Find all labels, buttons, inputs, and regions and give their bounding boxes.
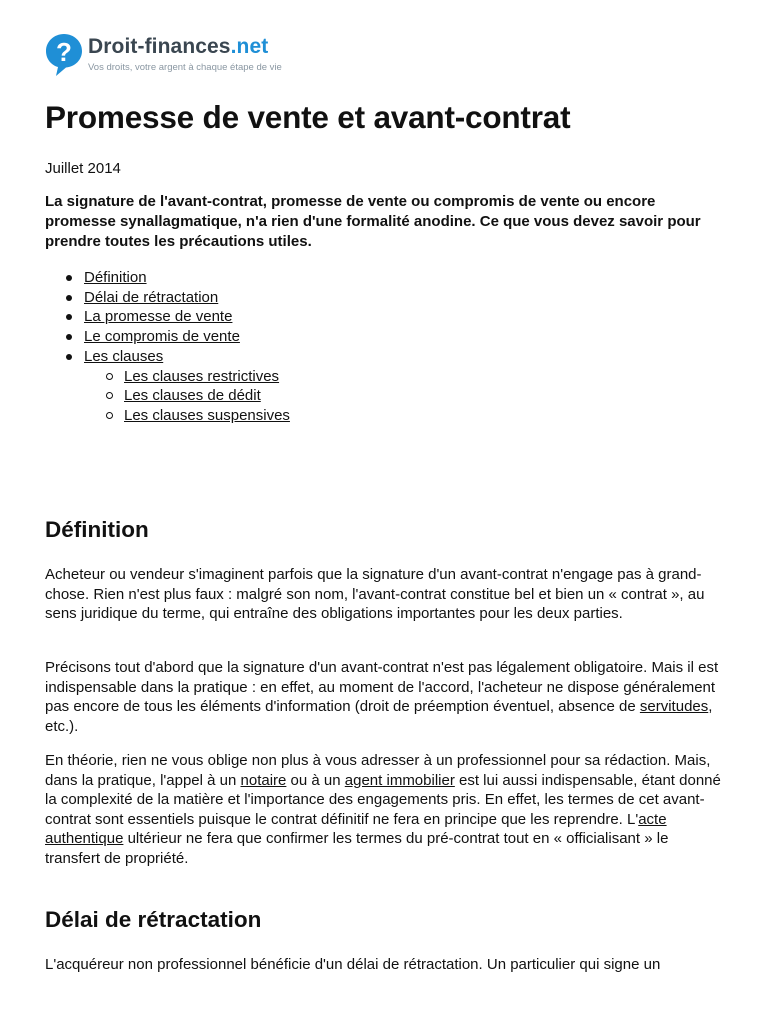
toc-subitem <box>45 386 290 406</box>
section-heading-definition: Définition <box>45 517 149 542</box>
paragraph: Acheteur ou vendeur s'imaginent parfois que la signature d'un avant-contrat n'engage pas à grand-chose. Rien n'est plus faux : malgré son nom, l'avant-contrat constitue bel et bien un « contrat », au sens juridique du terme, qui entraîne des obligations importantes pour les deux parties. <box>45 566 705 623</box>
publication-date: Juillet 2014 <box>45 160 121 177</box>
toc-link-clauses[interactable]: Les clauses <box>84 347 164 365</box>
link-acte-authentique[interactable]: acte authentique <box>45 810 667 848</box>
paragraph: En théorie, rien ne vous oblige non plus à vous adresser à un professionnel pour sa rédaction. Mais, dans la pratique, l'appel à un notaire ou à un agent immobilier est lui aussi indispensable, étant donné la complexité de la matière et l'importance des engagements pris. En effet, les termes de cet avant-contrat sont essentiels puisque le contrat définitif ne fera en principe que les reprendre. L'acte authentique ultérieur ne fera que confirmer les termes du pré-contrat tout en « officialisant » le transfert de propriété. <box>45 752 721 867</box>
site-logo[interactable] <box>45 33 365 77</box>
page-title: Promesse de vente et avant-contrat <box>45 99 571 135</box>
toc-item <box>45 307 290 327</box>
lead-paragraph: La signature de l'avant-contrat, promesse de vente ou compromis de vente ou encore promesse synallagmatique, n'a rien d'une formalité anodine. Ce que vous devez savoir pour prendre toutes les précautions utiles. <box>45 193 701 250</box>
toc-subitem <box>45 367 290 387</box>
toc-item <box>45 347 290 426</box>
toc-link-clauses-dedit[interactable]: Les clauses de dédit <box>124 387 261 405</box>
logo-tagline: Vos droits, votre argent à chaque étape de vie <box>88 62 282 73</box>
toc-link-clauses-suspensives[interactable]: Les clauses suspensives <box>124 406 290 424</box>
toc-link-retractation[interactable]: Délai de rétractation <box>84 288 219 306</box>
toc-item <box>45 288 290 308</box>
logo-name: Droit-finances.net <box>88 35 269 58</box>
toc-sublist <box>84 367 290 426</box>
paragraph: Précisons tout d'abord que la signature d'un avant-contrat n'est pas légalement obligatoire. Mais il est indispensable dans la pratique : en effet, au moment de l'accord, l'acheteur ne dispose généralement pas encore de tous les éléments d'information (droit de préemption éventuel, absence de servitudes, etc.). <box>45 659 719 735</box>
toc-link-clauses-restrictives[interactable]: Les clauses restrictives <box>124 367 280 385</box>
toc-link-definition[interactable]: Définition <box>84 269 147 286</box>
question-bubble-icon <box>45 33 83 77</box>
link-notaire[interactable]: notaire <box>240 771 287 789</box>
table-of-contents <box>45 268 290 426</box>
svg-text:?: ? <box>56 37 72 67</box>
section-heading-retractation: Délai de rétractation <box>45 907 262 932</box>
toc-subitem <box>45 406 290 426</box>
link-agent-immobilier[interactable]: agent immobilier <box>344 771 455 789</box>
link-servitudes[interactable]: servitudes <box>639 698 709 716</box>
toc-item <box>45 327 290 347</box>
paragraph: L'acquéreur non professionnel bénéficie d'un délai de rétractation. Un particulier qui signe un <box>45 956 661 973</box>
toc-link-promesse[interactable]: La promesse de vente <box>84 308 233 326</box>
toc-link-compromis[interactable]: Le compromis de vente <box>84 328 240 346</box>
toc-item <box>45 268 290 288</box>
